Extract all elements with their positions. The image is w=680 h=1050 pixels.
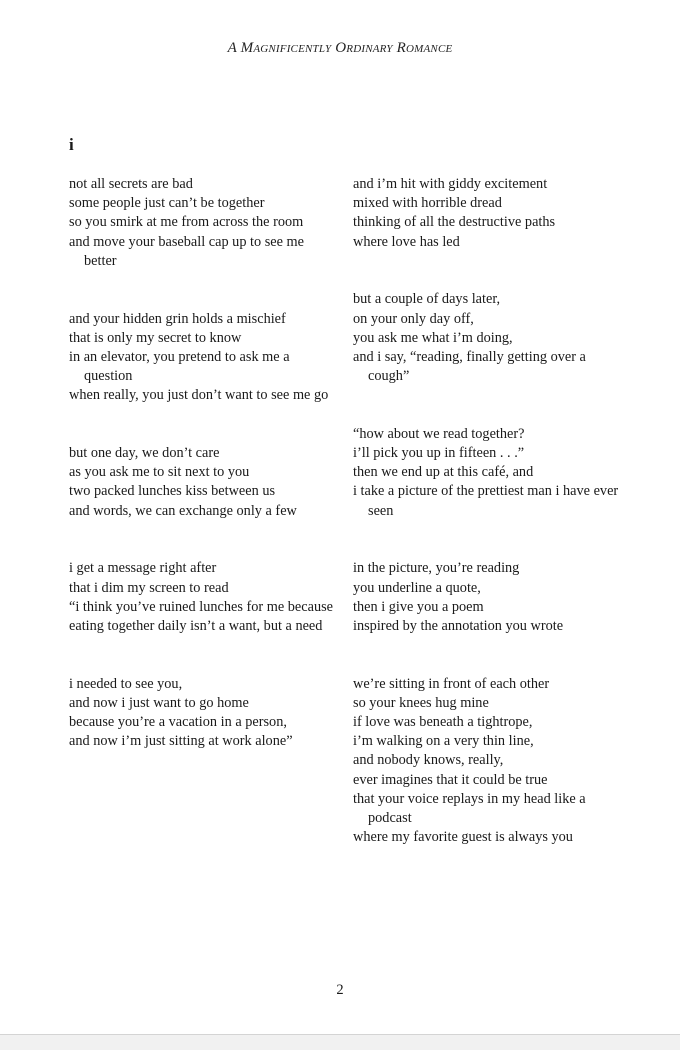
poem-line: if love was beneath a tightrope,	[353, 714, 533, 731]
poem-line: and words, we can exchange only a few	[69, 502, 297, 519]
poem-line: as you ask me to sit next to you	[69, 464, 250, 481]
poem-line: where love has led	[353, 233, 460, 250]
running-header: A Magnificently Ordinary Romance	[227, 40, 453, 56]
poem-stanza	[69, 559, 339, 636]
poem-stanza	[353, 175, 628, 252]
poem-line: i take a picture of the prettiest man i have ever seen	[353, 483, 619, 519]
poem-line: but a couple of days later,	[353, 291, 501, 308]
poem-line: not all secrets are bad	[69, 176, 193, 192]
poem-left-column	[69, 175, 339, 790]
poem-line: you ask me what i’m doing,	[353, 329, 513, 346]
poem-line: so your knees hug mine	[353, 694, 489, 711]
poem-line: thinking of all the destructive paths	[353, 214, 556, 231]
page-number: 2	[336, 982, 344, 998]
poem-line: i’m walking on a very thin line,	[353, 733, 534, 750]
poem-right-column	[353, 175, 628, 886]
poem-line: so you smirk at me from across the room	[69, 214, 304, 231]
poem-line: that is only my secret to know	[69, 329, 242, 346]
poem-number: i	[69, 135, 74, 154]
poem-line: eating together daily isn’t a want, but a need	[69, 617, 323, 634]
poem-stanza	[69, 444, 339, 521]
poem-line: and now i’m just sitting at work alone”	[69, 733, 293, 750]
poem-line: some people just can’t be together	[69, 195, 265, 212]
poem-stanza	[353, 425, 628, 521]
poem-line: and move your baseball cap up to see me better	[69, 233, 305, 269]
poem-line: in an elevator, you pretend to ask me a question	[69, 348, 290, 385]
poem-line: two packed lunches kiss between us	[69, 483, 276, 500]
poem-line: in the picture, you’re reading	[353, 560, 520, 577]
poem-line: we’re sitting in front of each other	[353, 675, 550, 692]
poem-stanza	[69, 310, 339, 406]
poem-line: “i think you’ve ruined lunches for me because	[69, 598, 334, 615]
poem-line: i get a message right after	[69, 560, 217, 577]
poem-line: but one day, we don’t care	[69, 445, 220, 462]
poem-stanza	[353, 675, 628, 848]
poem-line: you underline a quote,	[353, 579, 481, 596]
poem-line: mixed with horrible dread	[353, 195, 502, 212]
poem-line: and i’m hit with giddy excitement	[353, 176, 548, 192]
poem-line: when really, you just don’t want to see me go	[69, 387, 329, 404]
poem-line: i’ll pick you up in fifteen . . .”	[353, 445, 525, 462]
poem-line: ever imagines that it could be true	[353, 771, 548, 788]
poem-line: and your hidden grin holds a mischief	[69, 310, 286, 327]
poem-stanza	[69, 675, 339, 752]
poem-line: where my favorite guest is always you	[353, 829, 573, 846]
poem-line: then i give you a poem	[353, 598, 484, 615]
poem-line: on your only day off,	[353, 310, 474, 327]
poem-line: then we end up at this café, and	[353, 464, 534, 481]
poem-stanza	[353, 559, 628, 636]
poem-stanza	[69, 175, 339, 271]
poem-line: “how about we read together?	[353, 425, 525, 442]
poem-line: because you’re a vacation in a person,	[69, 714, 287, 731]
poem-line: that your voice replays in my head like a podcast	[353, 790, 586, 827]
poem-stanza	[353, 290, 628, 386]
poem-line: that i dim my screen to read	[69, 579, 229, 596]
viewer-bottom-band	[0, 1035, 680, 1050]
poem-line: and now i just want to go home	[69, 694, 249, 711]
poem-line: i needed to see you,	[69, 675, 183, 692]
poem-line: and i say, “reading, finally getting over a cough”	[353, 348, 586, 385]
poem-line: inspired by the annotation you wrote	[353, 617, 564, 634]
poem-line: and nobody knows, really,	[353, 752, 504, 769]
